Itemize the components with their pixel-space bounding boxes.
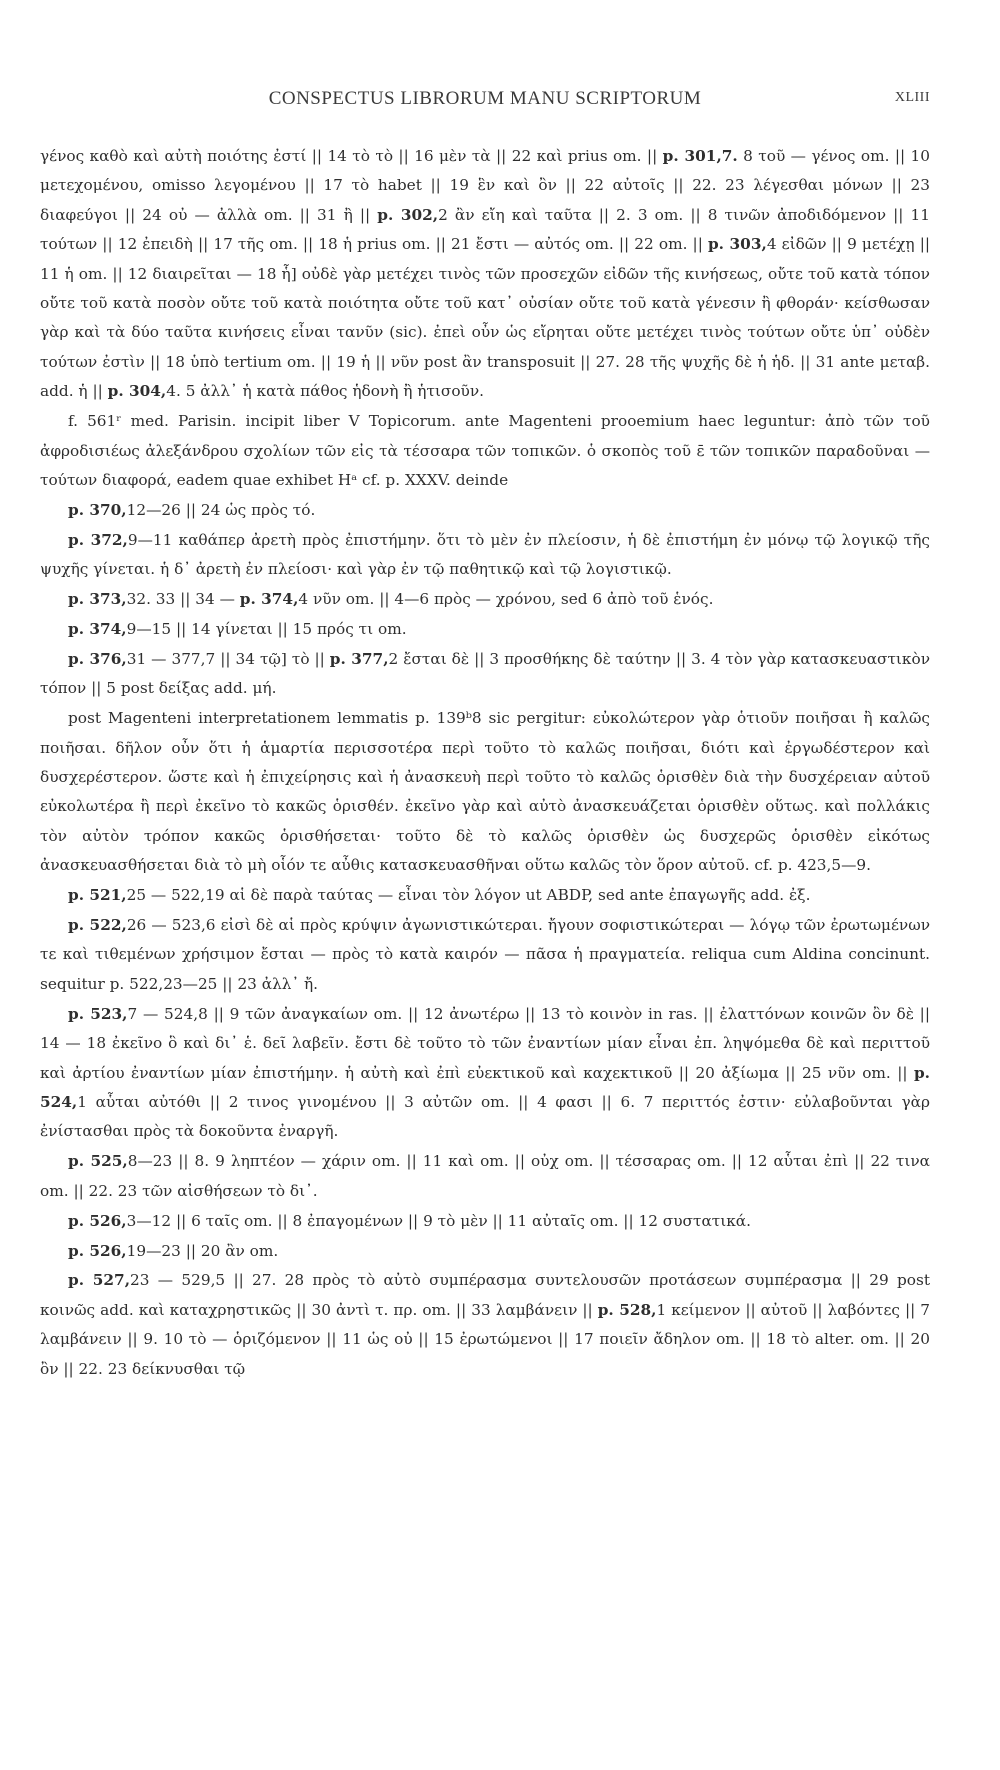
page-reference: p. 302, [377,205,439,224]
apparatus-paragraph [40,881,930,910]
apparatus-segment: 4 εἰδῶν || 9 μετέχῃ || 11 ἡ om. || 12 διαιρεῖται — 18 ἧ] οὐδὲ γὰρ μετέχει τινὸς τῶν προσεχῶν εἰδῶν τῆς κινήσεως, οὔτε τοῦ κατὰ τόπον οὔτε τοῦ κατὰ ποσὸν οὔτε τοῦ κατὰ ποιότητα οὔτε τοῦ κατ᾽ οὐσίαν οὔτε τοῦ κατὰ γένεσιν ἢ φθοράν· κείσθωσαν γὰρ καὶ τὰ δύο ταῦτα κινήσεις εἶναι τανῦν (sic). ἐπεὶ οὖν ὡς εἴρηται οὔτε μετέχει τινὸς τούτων οὔτε ὑπ᾽ οὐδὲν τούτων ἐστὶν || 18 ὑπὸ tertium om. || 19 ἡ || νῦν post ἂν transposuit || 27. 28 τῆς ψυχῆς δὲ ἡ ἡδ. || 31 ante μεταβ. add. ἡ || [40,235,931,401]
apparatus-segment: f. 561ʳ med. Parisin. incipit liber V Topicorum. ante Magenteni prooemium haec leguntur: ἀπὸ τῶν τοῦ ἀφροδισιέως ἀλεξάνδρου σχολίων τῶν εἰς τὰ τέσσαρα τῶν τοπικῶν. ὁ σκοπὸς τοῦ ε̄ τῶν τοπικῶν παραδοῦναι — τούτων διαφορά, eadem quae exhibet Hᵃ cf. p. XXXV. deinde [40,412,930,489]
page-reference: p. 372, [68,530,128,549]
apparatus-segment: 2 ἂν εἴη καὶ ταῦτα || 2. 3 om. || 8 τινῶν ἀποδιδόμενον || 11 τούτων || 12 ἐπειδὴ || 17 τῆς om. || 18 ἡ prius om. || 21 ἔστι — αὐτός om. || 22 om. || [40,205,931,254]
apparatus-segment: 7 — 524,8 || 9 τῶν ἀναγκαίων om. || 12 ἀνωτέρω || 13 τὸ κοινὸν in ras. || ἐλαττόνων κοινῶν ὂν δὲ || 14 — 18 ἐκεῖνο ὃ καὶ δι᾽ ἑ. δεῖ λαβεῖν. ἔστι δὲ τοῦτο τὸ τῶν ἐναντίων μίαν εἶναι ἐπ. ληψόμεθα δὲ καὶ περιττοῦ καὶ ἀρτίου ἐναντίων μίαν ἐπιστήμην. ἡ αὐτὴ καὶ ἐπὶ εὐεκτικοῦ καὶ καχεκτικοῦ || 20 ἀξίωμα || 25 νῦν om. || [40,1004,930,1082]
apparatus-segment: 1 κείμενον || αὐτοῦ || λαβόντες || 7 λαμβάνειν || 9. 10 τὸ — ὁριζόμενον || 11 ὡς οὐ || 15 ἐρωτώμενοι || 17 ποιεῖν ἄδηλον om. || 18 τὸ alter. om. || 20 ὂν || 22. 23 δείκνυσθαι τῷ [40,1300,930,1378]
apparatus-paragraph [40,407,930,495]
page-reference: p. 521, [68,886,127,905]
page-title: CONSPECTUS LIBRORUM MANU SCRIPTORUM [268,88,702,109]
apparatus-segment: post Magenteni interpretationem lemmatis p. 139ᵇ8 sic pergitur: εὐκολώτερον γὰρ ὁτιοῦν ποιῆσαι ἢ καλῶς ποιῆσαι. δῆλον οὖν ὅτι ἡ ἁμαρτία περισσοτέρα περὶ τοῦτο τὸ καλῶς ποιῆσαι, διότι καὶ ἐργωδέστερον καὶ δυσχερέστερον. ὥστε καὶ ἡ ἐπιχείρησις καὶ ἡ ἀνασκευὴ περὶ τοῦτο τὸ καλῶς ὁρισθὲν διὰ τὴν δυσχέρειαν αὐτοῦ εὐκολωτέρα ἢ περὶ ἐκεῖνο τὸ κακῶς ὁρισθέν. ἐκεῖνο γὰρ καὶ αὐτὸ ἀνασκευάζεται ὁρισθὲν οὕτως. καὶ πολλάκις τὸν αὐτὸν τρόπον κακῶς ὁρισθήσεται· τοῦτο δὲ τὸ καλῶς ὁρισθὲν ὡς δυσχερῶς ὁρισθὲν εἰκότως ἀνασκευασθήσεται διὰ τὸ μὴ οἷόν τε αὖθις κατασκευασθῆναι οὕτω καλῶς τὸν ὅρον αὐτοῦ. cf. p. 423,5—9. [40,709,930,875]
page-reference: p. 303, [707,235,767,254]
apparatus-paragraph [40,526,930,585]
apparatus-segment: 3—12 || 6 ταῖς om. || 8 ἐπαγομένων || 9 τὸ μὲν || 11 αὐταῖς om. || 12 συστατικά. [126,1211,751,1230]
apparatus-paragraph [40,1147,930,1206]
apparatus-paragraph [40,496,930,525]
page-reference: p. 526, [68,1241,127,1260]
page-reference: p. 377, [329,649,389,668]
page-reference: p. 374, [68,620,127,638]
apparatus-segment: 2 ἔσται δὲ || 3 προσθήκης δὲ ταύτην || 3. 4 τὸν γὰρ κατασκευαστικὸν τόπον || 5 post δείξας add. μή. [40,649,931,698]
page-reference: p. 373, [68,590,127,609]
apparatus-paragraph [40,1237,930,1266]
apparatus-segment: 4 νῦν om. || 4—6 πρὸς — χρόνου, sed 6 ἀπὸ τοῦ ἑνός. [298,590,714,609]
apparatus-segment: 25 — 522,19 αἱ δὲ παρὰ ταύτας — εἶναι τὸν λόγον ut ABDP, sed ante ἐπαγωγῆς add. ἐξ. [126,886,811,905]
page-reference: p. 370, [68,500,127,519]
apparatus-paragraph [40,585,930,614]
page-reference: p. 528, [597,1300,657,1319]
page-number: XLIII [894,90,930,105]
page-reference: p. 527, [68,1271,131,1290]
apparatus-paragraph [40,142,930,407]
page [40,88,930,1385]
page-reference: p. 525, [68,1152,128,1171]
page-reference: p. 523, [68,1004,128,1023]
page-reference: p. 524, [40,1063,930,1111]
apparatus-segment: 1 αὗται αὐτόθι || 2 τινος γινομένου || 3 αὐτῶν om. || 4 φασι || 6. 7 περιττός ἐστιν· εὐλαβοῦνται γὰρ ἐνίστασθαι πρὸς τὰ δοκοῦντα ἐναργῆ. [40,1093,930,1141]
apparatus-segment: 31 — 377,7 || 34 τῷ] τὸ || [126,649,330,668]
apparatus-segment: 12—26 || 24 ὡς πρὸς τό. [126,500,316,519]
apparatus-segment: 8 τοῦ — γένος om. || 10 μετεχομένου, omisso λεγομένου || 17 τὸ habet || 19 ἓν καὶ ὂν || 22 αὐτοῖς || 22. 23 λέγεσθαι μόνων || 23 διαφεύγοι || 24 οὐ — ἀλλὰ om. || 31 ἢ || [40,147,931,224]
apparatus-segment: 26 — 523,6 εἰσὶ δὲ αἱ πρὸς κρύψιν ἀγωνιστικώτεραι. ἤγουν σοφιστικώτεραι — λόγῳ τῶν ἐρωτωμένων τε καὶ τιθεμένων χρήσιμον ἔσται — πρὸς τὸ κατὰ καιρόν — πᾶσα ἡ πραγματεία. reliqua cum Aldina concinunt. sequitur p. 522,23—25 || 23 ἀλλ᾽ ἤ. [40,916,930,993]
apparatus-paragraph [40,615,930,644]
page-reference: p. 376, [68,649,127,668]
running-head [40,88,930,128]
apparatus-paragraph [40,1000,930,1147]
apparatus-segment: 8—23 || 8. 9 ληπτέον — χάριν om. || 11 καὶ om. || οὐχ om. || τέσσαρας om. || 12 αὗται ἐπὶ || 22 τινα om. || 22. 23 τῶν αἰσθήσεων τὸ δι᾽. [40,1152,930,1200]
page-reference: p. 304, [107,382,167,401]
apparatus-paragraph [40,704,930,880]
apparatus-segment: 23 — 529,5 || 27. 28 πρὸς τὸ αὐτὸ συμπέρασμα συντελουσῶν προτάσεων συμπέρασμα || 29 post κοινῶς add. καὶ καταχρηστικῶς || 30 ἀντὶ τ. πρ. om. || 33 λαμβάνειν || [40,1271,930,1319]
apparatus-paragraph [40,645,930,704]
page-reference: p. 526, [68,1211,127,1230]
apparatus-segment: 9—11 καθάπερ ἀρετὴ πρὸς ἐπιστήμην. ὅτι τὸ μὲν ἐν πλείοσιν, ἡ δὲ ἐπιστήμη ἐν μόνῳ τῷ λογικῷ τῆς ψυχῆς γίνεται. ἡ δ᾽ ἀρετὴ ἐν πλείοσι· καὶ γὰρ ἐν τῷ παθητικῷ καὶ τῷ λογιστικῷ. [40,530,930,579]
page-reference: p. 522, [68,916,127,935]
apparatus-segment: γένος καθὸ καὶ αὐτὴ ποιότης ἐστί || 14 τὸ τὸ || 16 μὲν τὰ || 22 καὶ prius om. || [40,147,663,165]
apparatus-segment: 32. 33 || 34 — [126,590,240,609]
apparatus-segment: 9—15 || 14 γίνεται || 15 πρός τι om. [126,620,407,638]
page-reference: p. 301,7. [662,147,738,165]
apparatus-segment: 19—23 || 20 ἂν om. [126,1241,279,1260]
apparatus-text [40,142,930,1384]
apparatus-paragraph [40,911,930,999]
page-reference: p. 374, [239,590,299,609]
apparatus-paragraph [40,1266,930,1384]
apparatus-paragraph [40,1207,930,1236]
apparatus-segment: 4. 5 ἀλλ᾽ ἡ κατὰ πάθος ἡδονὴ ἢ ἡτισοῦν. [166,382,485,401]
